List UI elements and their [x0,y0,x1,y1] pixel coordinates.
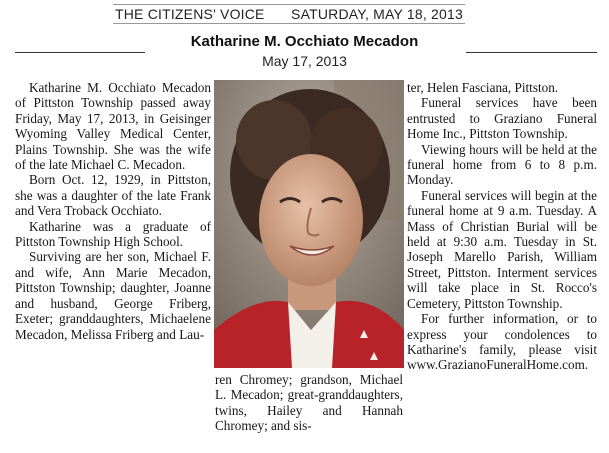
paragraph: ren Chromey; grandson, Michael L. Mecadon; great-granddaughters, twins, Hailey and Hannah Chromey; and sis- [215,372,403,434]
paragraph: Katharine M. Occhiato Mecadon of Pittston Township passed away Friday, May 17, 2013, in Geisinger Wyoming Valley Medical Center, Plains Township. She was the wife of the late Michael C. Mecadon. [15,80,211,173]
newspaper-name: THE CITIZENS' VOICE [115,6,265,22]
portrait-image [214,80,404,368]
paragraph: Funeral services will begin at the funeral home at 9 a.m. Tuesday. A Mass of Christian Burial will be held at 9:30 a.m. Tuesday in St. Joseph Marello Parish, William Street, Pittston. Interment services will take place in St. Rocco's Cemetery, Pittston Township. [407,187,597,311]
paragraph: Funeral services have been entrusted to Graziano Funeral Home Inc., Pittston Township. [407,95,597,142]
obituary-title: Katharine M. Occhiato Mecadon [190,33,419,50]
paragraph: For further information, or to express your condolences to Katharine's family, please visit www.GrazianoFuneralHome.com. [407,311,597,373]
paragraph: Katharine was a graduate of Pittston Township High School. [15,218,211,250]
paragraph: ter, Helen Fasciana, Pittston. [407,80,559,95]
paragraph: Surviving are her son, Michael F. and wife, Ann Marie Mecadon, Pittston Township; daughter, Joanne and husband, George Friberg, Exeter; granddaughters, Michaelene Mecadon, Melissa Friberg and Lau- [15,249,211,342]
column-right [407,80,597,373]
newspaper-date: SATURDAY, MAY 18, 2013 [291,6,463,22]
paragraph: Born Oct. 12, 1929, in Pittston, she was a daughter of the late Frank and Vera Troback Occhiato. [15,172,211,219]
portrait-photo [214,80,404,368]
column-left [15,80,211,342]
obituary-date: May 17, 2013 [262,53,347,69]
masthead [113,4,465,24]
column-middle [215,372,403,434]
paragraph: Viewing hours will be held at the funeral home from 6 to 8 p.m. Monday. [407,141,597,188]
